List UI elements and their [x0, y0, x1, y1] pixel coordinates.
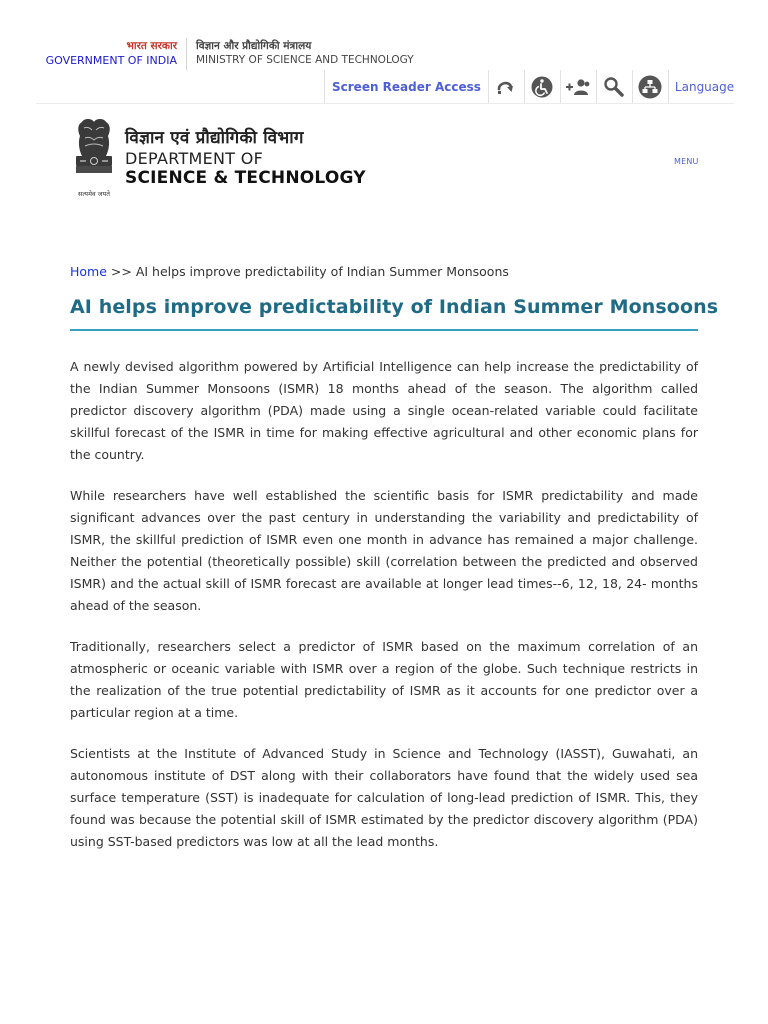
breadcrumb	[70, 264, 509, 279]
accessibility-options-button[interactable]	[524, 70, 560, 104]
article-paragraph: While researchers have well established the scientific basis for ISMR predictability and made significant advances over the past century in understanding the variability and predictability of ISMR, the skillful prediction of ISMR even one month in advance has remained a major challenge. Neither the potential (theoretically possible) skill (correlation between the predicted and observed ISMR) and the actual skill of ISMR forecast are available at longer lead times--6, 12, 18, 24- months ahead of the season.	[70, 488, 698, 613]
ashoka-emblem-icon	[70, 118, 118, 200]
add-user-icon	[565, 78, 591, 96]
page-title: AI helps improve predictability of Indian Summer Monsoons	[70, 296, 719, 318]
sitemap-button[interactable]	[632, 70, 668, 104]
breadcrumb-current: AI helps improve predictability of Indian Summer Monsoons	[135, 264, 509, 279]
gov-hindi: भारत सरकार	[126, 40, 177, 52]
strip-divider	[186, 38, 187, 70]
article-paragraph: Scientists at the Institute of Advanced Study in Science and Technology (IASST), Guwahati, an autonomous institute of DST along with their collaborators have found that the widely used sea surface temperature (SST) is inadequate for calculation of long-lead prediction of ISMR. This, they found was because the potential skill of ISMR estimated by the predictor discovery algorithm (PDA) using SST-based predictors was low at all the lead months.	[70, 746, 698, 849]
sitemap-icon	[638, 75, 662, 99]
ministry-hindi: विज्ञान और प्रौद्योगिकी मंत्रालय	[196, 40, 312, 52]
toolbar-divider	[36, 103, 734, 104]
government-strip	[36, 38, 734, 72]
gov-english: GOVERNMENT OF INDIA	[45, 54, 177, 67]
screen-reader-access-link[interactable]: Screen Reader Access	[324, 70, 488, 104]
breadcrumb-home-link[interactable]: Home	[70, 264, 107, 279]
ministry-link[interactable]	[196, 40, 414, 67]
breadcrumb-separator: >>	[110, 264, 132, 279]
search-button[interactable]	[596, 70, 632, 104]
svg-text:सत्यमेव जयते: सत्यमेव जयते	[78, 190, 110, 198]
accessibility-toolbar	[324, 70, 740, 104]
department-name-line2: SCIENCE & TECHNOLOGY	[125, 168, 366, 188]
search-icon	[603, 76, 625, 98]
department-logo-text[interactable]	[125, 128, 366, 188]
department-name-line1: DEPARTMENT OF	[125, 149, 264, 168]
skip-icon	[496, 78, 516, 96]
government-of-india-link[interactable]	[36, 40, 177, 67]
national-emblem-logo[interactable]	[70, 118, 118, 200]
social-media-button[interactable]	[560, 70, 596, 104]
skip-to-content-button[interactable]	[488, 70, 524, 104]
department-name-hindi: विज्ञान एवं प्रौद्योगिकी विभाग	[125, 128, 304, 148]
title-underline	[70, 329, 698, 331]
menu-button[interactable]: MENU	[674, 157, 699, 166]
article-paragraph: Traditionally, researchers select a predictor of ISMR based on the maximum correlation of an atmospheric or oceanic variable with ISMR over a region of the globe. Such technique restricts in the realization of the true potential predictability of ISMR as it accounts for one predictor over a particular region at a time.	[70, 639, 698, 720]
language-selector[interactable]: Language	[668, 70, 740, 104]
ministry-english: MINISTRY OF SCIENCE AND TECHNOLOGY	[196, 54, 414, 66]
article-paragraph: A newly devised algorithm powered by Artificial Intelligence can help increase the predictability of the Indian Summer Monsoons (ISMR) 18 months ahead of the season. The algorithm called predictor discovery algorithm (PDA) made using a single ocean-related variable could facilitate skillful forecast of the ISMR in time for making effective agricultural and other economic plans for the country.	[70, 359, 698, 462]
accessibility-icon	[531, 76, 553, 98]
article-body	[70, 356, 698, 872]
